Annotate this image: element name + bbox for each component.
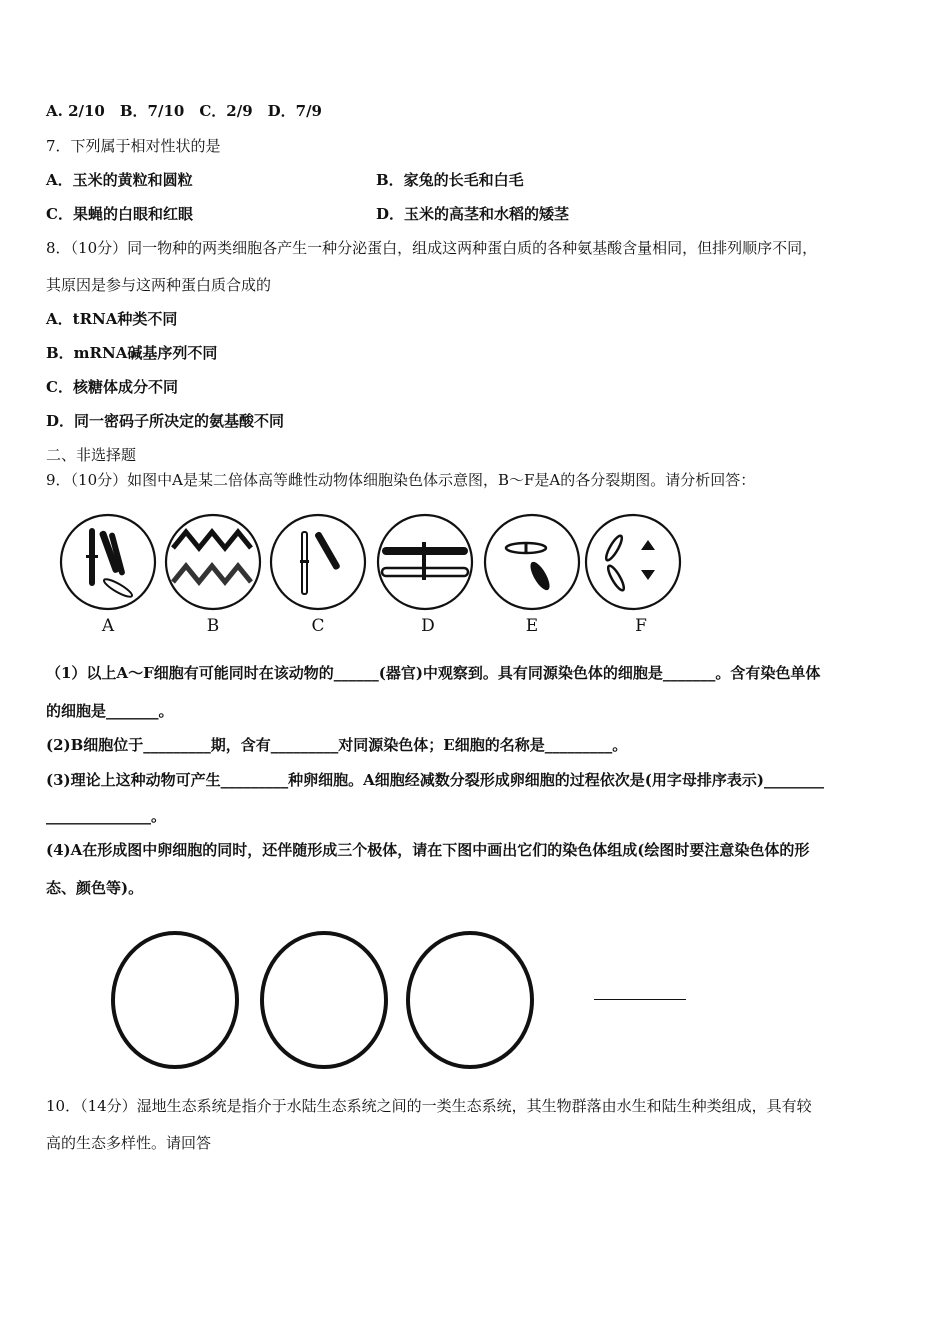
q9-stem: 9．（10分）如图中A是某二倍体高等雌性动物体细胞染色体示意图，B～F是A的各分裂期图。请分析回答： [46,471,756,489]
label-b: B [206,616,220,636]
cell-f-circle [586,515,680,609]
q9-part1-line1: （1）以上A～F细胞有可能同时在该动物的______(器官)中观察到。具有同源染色体的细胞是_______。含有染色单体 [46,664,821,682]
label-f: F [635,616,647,636]
q10-stem-line2: 高的生态多样性。请回答 [46,1134,212,1152]
section-title: 二、非选择题 [46,446,137,464]
label-e: E [525,616,539,636]
q7-option-b: B．家兔的长毛和白毛 [376,171,524,189]
answer-blank-line [594,999,686,1000]
q9-part2: (2)B细胞位于_________期，含有_________对同源染色体；E细胞的名称是_________。 [46,736,628,754]
q8-stem-line2: 其原因是参与这两种蛋白质合成的 [46,276,272,294]
cell-e-chromosomes [506,542,553,593]
q10-stem-line1: 10．（14分）湿地生态系统是指介于水陆生态系统之间的一类生态系统，其生物群落由水生和陆生种类组成，具有较 [46,1097,812,1115]
label-a: A [101,616,115,636]
q7-stem: 7．下列属于相对性状的是 [46,137,221,155]
cell-b-circle [166,515,260,609]
q9-part1-line2: 的细胞是_______。 [46,702,174,720]
q8-option-a: A．tRNA种类不同 [46,310,178,328]
q8-option-c: C．核糖体成分不同 [46,378,178,396]
cell-c-chromosomes [300,531,341,594]
q8-option-b: B．mRNA碱基序列不同 [46,344,218,362]
cell-e-circle [485,515,579,609]
cell-a-circle [61,515,155,609]
polar-body-circle-1 [113,933,237,1067]
q9-part3-line2: ______________。 [46,807,167,825]
cell-division-figure [56,510,696,640]
label-c: C [311,616,325,636]
q8-stem-line1: 8．（10分）同一物种的两类细胞各产生一种分泌蛋白，组成这两种蛋白质的各种氨基酸含量相同，但排列顺序不同， [46,239,818,257]
cell-a-chromosomes [86,528,134,599]
polar-body-drawing-area [110,930,540,1070]
label-d: D [421,616,435,636]
cell-f-chromosomes [604,534,655,592]
polar-body-circle-2 [262,933,386,1067]
q9-part3-line1: (3)理论上这种动物可产生_________种卵细胞。A细胞经减数分裂形成卵细胞的过程依次是(用字母排序表示)________ [46,771,824,789]
q8-option-d: D．同一密码子所决定的氨基酸不同 [46,412,285,430]
q9-part4-line1: (4)A在形成图中卵细胞的同时，还伴随形成三个极体，请在下图中画出它们的染色体组成(绘图时要注意染色体的形 [46,841,810,859]
cell-b-chromosomes [173,532,251,582]
q6-options: A. 2/10 B．7/10 C．2/9 D．7/9 [46,102,322,120]
q7-option-a: A．玉米的黄粒和圆粒 [46,171,193,189]
polar-body-circle-3 [408,933,532,1067]
q7-option-c: C．果蝇的白眼和红眼 [46,205,193,223]
q7-option-d: D．玉米的高茎和水稻的矮茎 [376,205,570,223]
q9-part4-line2: 态、颜色等)。 [46,879,144,897]
cell-c-circle [271,515,365,609]
cell-d-chromosomes [382,542,468,580]
